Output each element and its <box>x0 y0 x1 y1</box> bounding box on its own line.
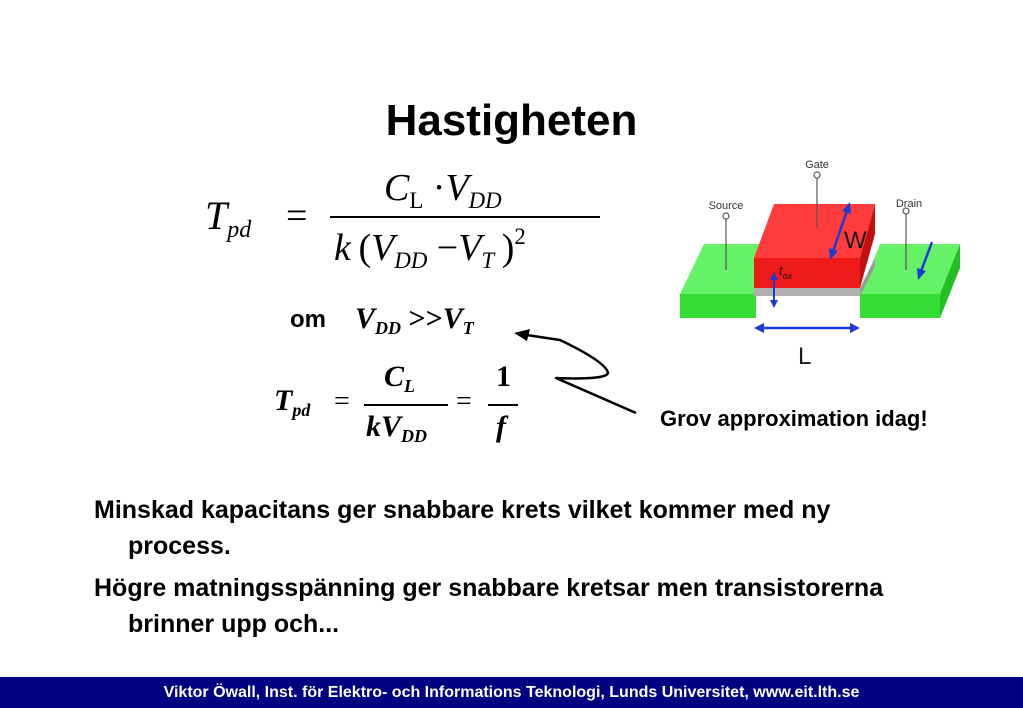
equals-sign: = <box>456 386 472 417</box>
width-label: W <box>844 227 867 254</box>
formula2-one: 1 <box>496 360 511 393</box>
drain-diffusion <box>860 244 960 318</box>
length-label: L <box>798 343 812 370</box>
equals-sign: = <box>286 195 308 237</box>
slide-title: Hastigheten <box>385 96 638 145</box>
tox-label: $t_{ox}$ <box>779 263 793 281</box>
condition-label: om <box>290 306 326 333</box>
formula2-lhs: $T_{pd}$ <box>274 384 311 421</box>
equals-sign: = <box>334 386 350 417</box>
bullet-item: Högre matningsspänning ger snabbare kretsar men transistorerna brinner upp och... <box>94 574 884 638</box>
transistor-diagram <box>670 150 970 380</box>
formula2-numerator: $C_L$ <box>384 360 416 397</box>
formula-condition: $V_{DD} >>V_T$ <box>355 302 474 339</box>
bullet-item: Minskad kapacitans ger snabbare krets vilket kommer med ny process. <box>94 496 831 560</box>
formula-denominator: k ($V_{DD} -V_T$ )$^2$ <box>334 224 526 273</box>
formula-numerator: $C_L \cdot V_{DD}$ <box>384 167 502 213</box>
formula2-denominator: $kV_{DD}$ <box>366 410 428 447</box>
source-label: Source <box>708 200 744 212</box>
formula2-f: f <box>496 410 506 443</box>
oxide-layer <box>754 288 860 296</box>
drain-label: Drain <box>895 198 923 210</box>
bullet-list <box>94 492 934 648</box>
approximation-note: Grov approximation idag! <box>660 406 928 431</box>
length-arrow <box>754 323 860 333</box>
footer-bar: Viktor Öwall, Inst. för Elektro- och Informations Teknologi, Lunds Universitet, www.eit.lth.se <box>0 677 1023 708</box>
gate-label: Gate <box>805 159 829 171</box>
formula-lhs: $T_{pd}$ <box>205 193 252 244</box>
